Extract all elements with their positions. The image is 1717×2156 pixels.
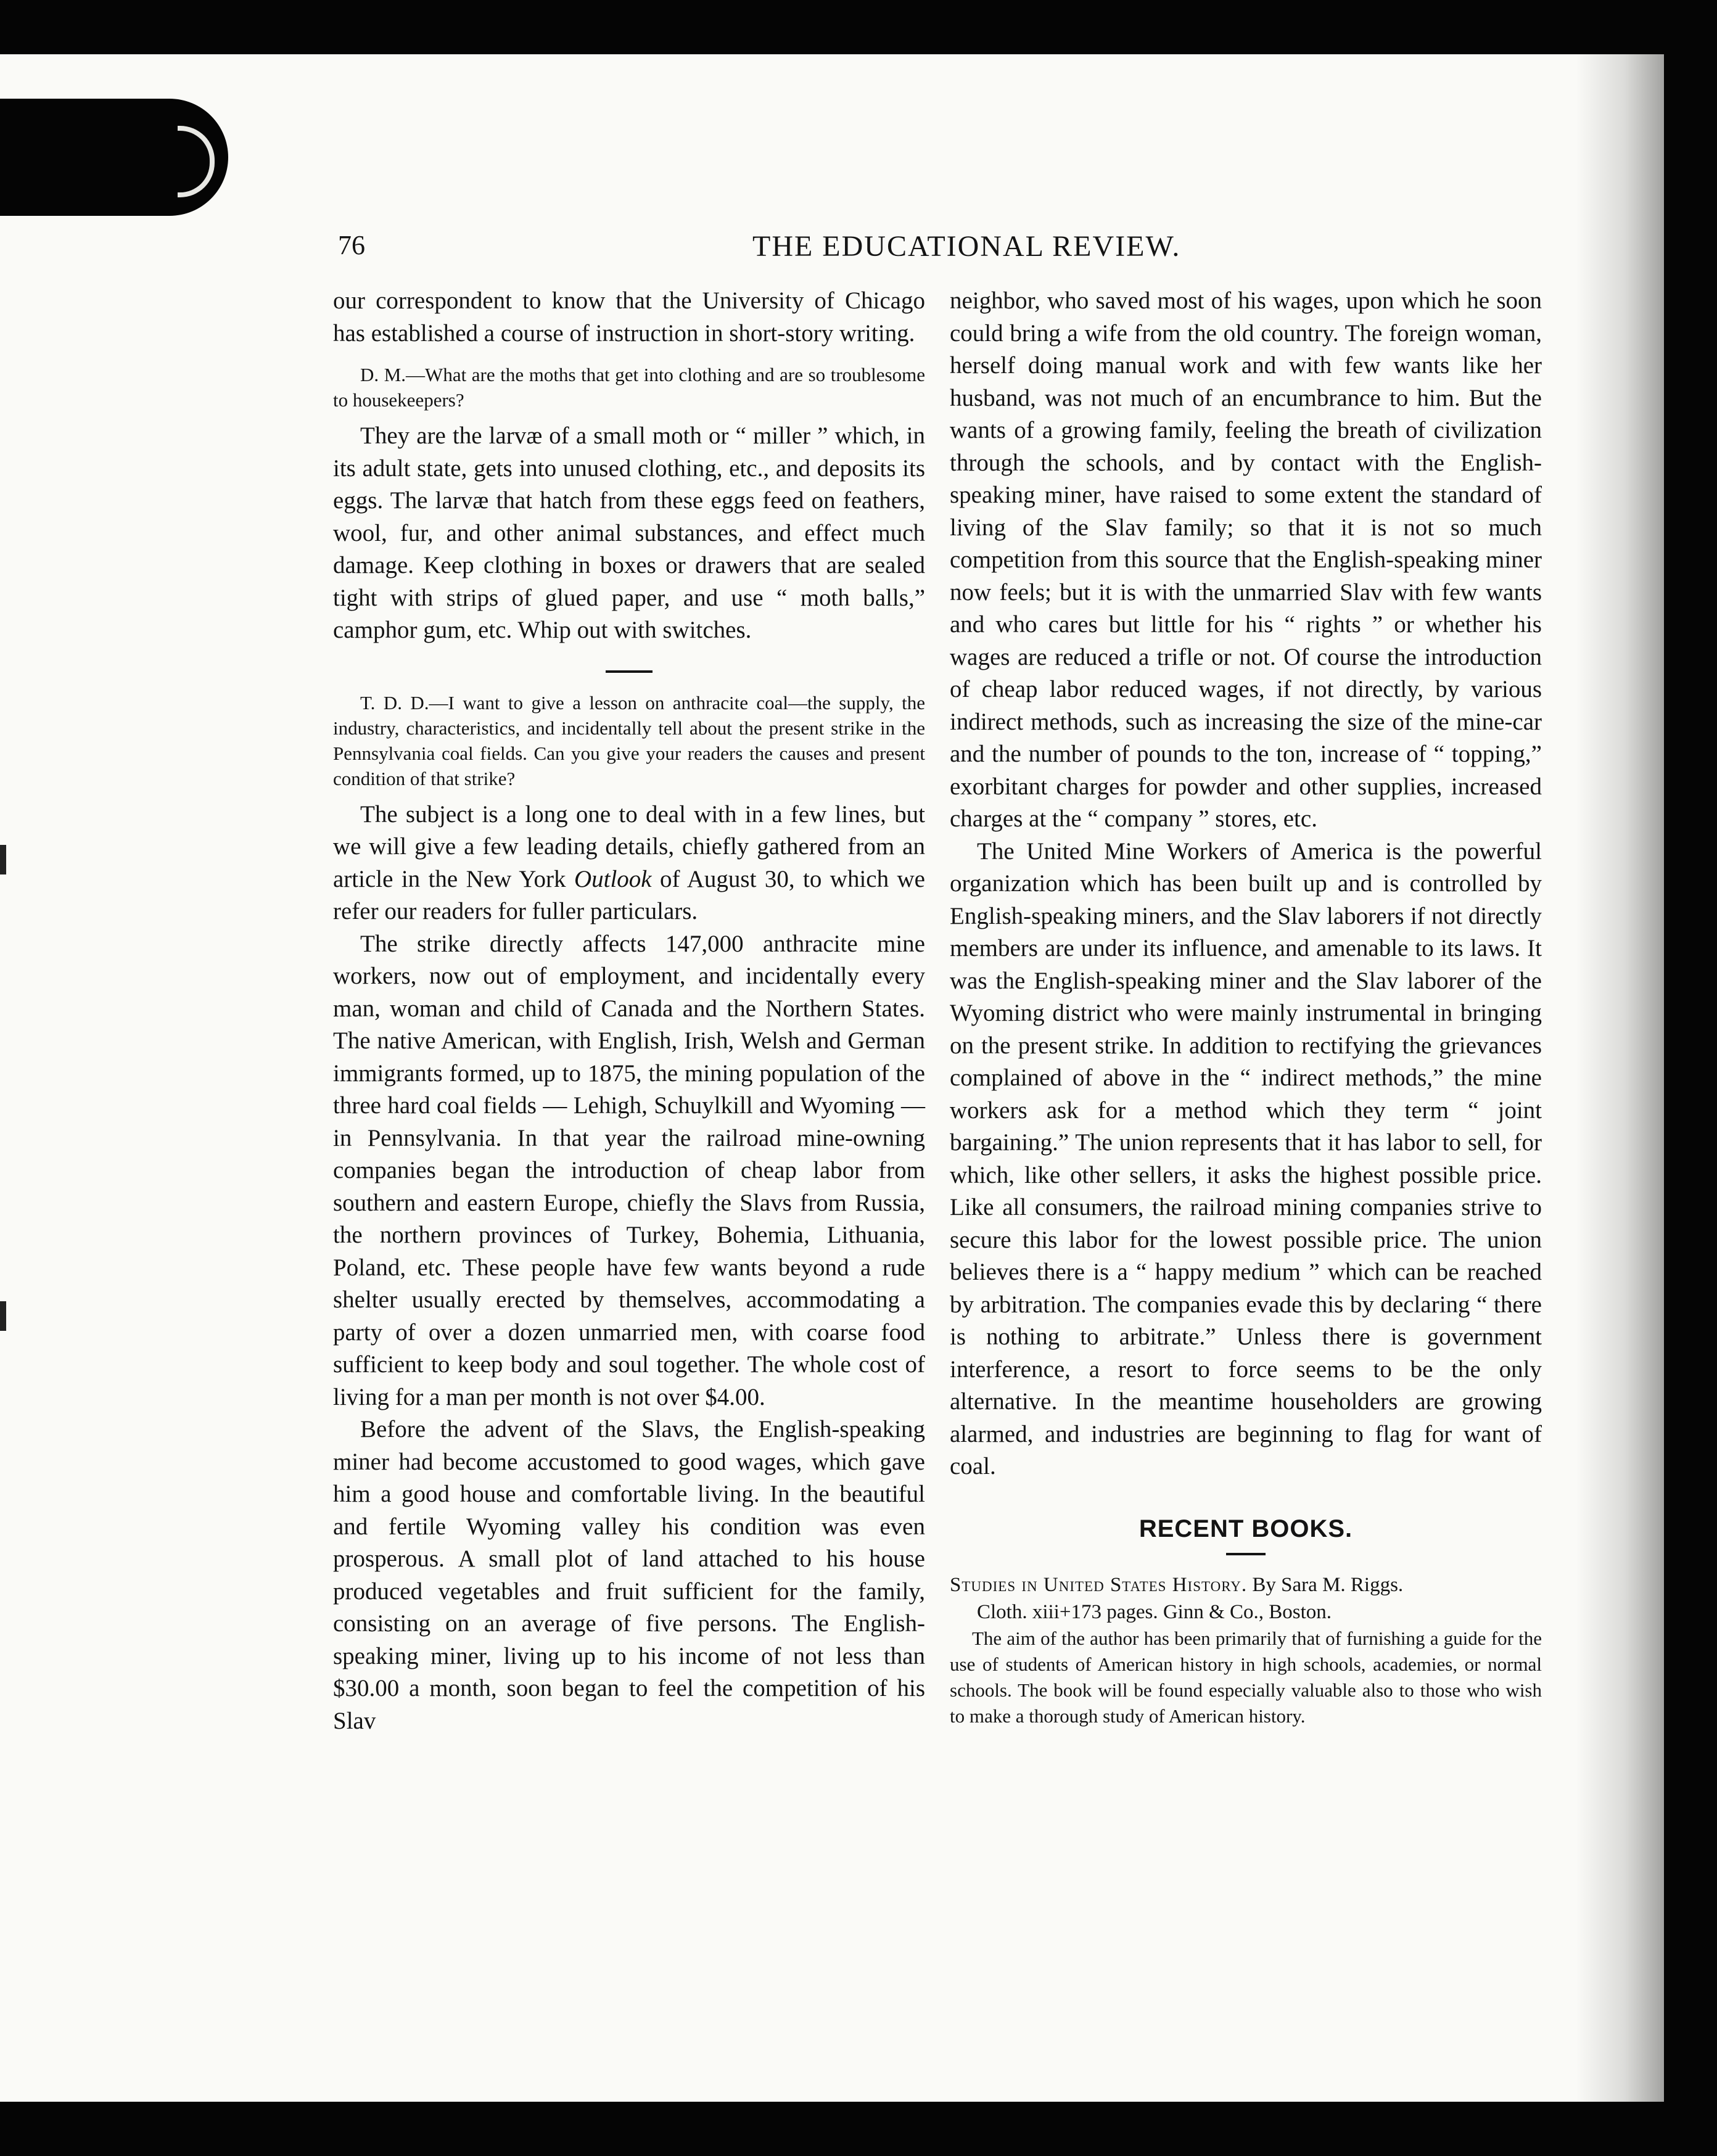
book-citation bbox=[950, 1571, 1542, 1626]
section-heading: RECENT BOOKS. bbox=[1138, 1515, 1353, 1542]
paragraph: They are the larvæ of a small moth or “ miller ” which, in its adult state, gets into unused clothing, etc., and deposits its eggs. The larvæ that hatch from these eggs feed on feathers, wool, fur, and other animal substances, and effect much damage. Keep clothing in boxes or drawers that are sealed tight with strips of glued paper, and use “ moth balls,” camphor gum, etc. Whip out with switches. bbox=[333, 422, 925, 643]
edge-mark bbox=[0, 1301, 6, 1331]
book-title: Studies in United States History. bbox=[950, 1573, 1248, 1596]
reader-query: T. D. D.—I want to give a lesson on anthracite coal—the supply, the industry, characteristics, and incidentally tell about the present strike in the Pennsylvania coal fields. Can you give your readers the causes and present condition of that strike? bbox=[333, 691, 925, 789]
text-run: of August 30, to which we refer our readers for fuller particulars. bbox=[333, 865, 925, 924]
page-header bbox=[333, 229, 1573, 266]
book-details: Cloth. xiii+173 pages. Ginn & Co., Boston. bbox=[977, 1600, 1332, 1623]
binder-clip-graphic bbox=[0, 99, 228, 216]
scan-border-top bbox=[0, 0, 1717, 54]
right-column bbox=[950, 285, 1542, 1729]
left-column bbox=[333, 285, 925, 1737]
scan-border-right bbox=[1664, 0, 1717, 2156]
page-number: 76 bbox=[338, 230, 365, 260]
book-review: The aim of the author has been primarily that of furnishing a guide for the use of students of American history in high schools, academies, or normal schools. The book will be found especially valuable also to those who wish to make a thorough study of American history. bbox=[950, 1627, 1542, 1727]
section-divider bbox=[1226, 1553, 1266, 1555]
paragraph: The United Mine Workers of America is the powerful organization which has been built up and is controlled by English-speaking miners, and the Slav laborers if not directly members are under its influence, and amenable to its laws. It was the English-speaking miner and the Slav laborer of the Wyoming district who were mainly instrumental in bringing on the present strike. In addition to rectifying the grievances complained of above in the “ indirect methods,” the mine workers ask for a method which they term “ joint bargaining.” The union represents that it has labor to sell, for which, like other sellers, it asks the highest possible price. Like all consumers, the railroad mining companies strive to secure this labor for the lowest possible price. The union believes there is a “ happy medium ” which can be reached by arbitration. The companies evade this by declaring “ there is nothing to arbitrate.” Unless there is government interference, a resort to force seems to be the only alternative. In the meantime householders are growing alarmed, and industries are beginning to flag for want of coal. bbox=[950, 837, 1542, 1479]
paragraph bbox=[333, 799, 925, 928]
scan-border-bottom bbox=[0, 2102, 1717, 2156]
paragraph: neighbor, who saved most of his wages, upon which he soon could bring a wife from the old country. The foreign woman, herself doing manual work and with few wants like her husband, was not much of an encumbrance to him. But the wants of a growing family, feeling the breath of civilization through the schools, and by contact with the English-speaking miner, have raised to some extent the standard of living of the Slav family; so that it is not so much competition from this source that the English-speaking miner now feels; but it is with the unmarried Slav with few wants and who cares but little for his “ rights ” or whether his wages are reduced a trifle or not. Of course the introduction of cheap labor reduced wages, if not directly, by various indirect methods, such as increasing the size of the mine-car and the number of pounds to the ton, increase of “ topping,” exorbitant charges for powder and other supplies, increased charges at the “ company ” stores, etc. bbox=[950, 287, 1542, 832]
edge-mark bbox=[0, 845, 6, 874]
book-author: By Sara M. Riggs. bbox=[1247, 1573, 1404, 1596]
running-head: THE EDUCATIONAL REVIEW. bbox=[752, 230, 1181, 263]
reader-query: D. M.—What are the moths that get into clothing and are so troublesome to housekeepers? bbox=[333, 364, 925, 411]
paragraph: Before the advent of the Slavs, the English-speaking miner had become accustomed to good wages, which gave him a good house and comfortable living. In the beautiful and fertile Wyoming valley his condition was even prosperous. A small plot of land attached to his house produced vegetables and fruit sufficient for the family, consisting on an average of five persons. The English-speaking miner, living up to his income of not less than $30.00 a month, soon began to feel the competition of his Slav bbox=[333, 1416, 925, 1734]
text-run: The subject is a long one to deal with in a few lines, but we will give a few leading details, chiefly gathered from an article in the New York bbox=[333, 800, 925, 892]
paragraph: our correspondent to know that the University of Chicago has established a course of instruction in short-story writing. bbox=[333, 287, 925, 347]
publication-title: Outlook bbox=[574, 865, 652, 892]
section-divider bbox=[606, 670, 653, 673]
page-gutter-shadow bbox=[1576, 54, 1664, 2102]
paragraph: The strike directly affects 147,000 anthracite mine workers, now out of employment, and incidentally every man, woman and child of Canada and the Northern States. The native American, with English, Irish, Welsh and German immigrants formed, up to 1875, the mining population of the three hard coal fields — Lehigh, Schuylkill and Wyoming — in Pennsylvania. In that year the railroad mine-owning companies began the introduction of cheap labor from southern and eastern Europe, chiefly the Slavs from Russia, the northern provinces of Turkey, Bohemia, Lithuania, Poland, etc. These people have few wants beyond a rude shelter usually erected by themselves, accommodating a party of over a dozen unmarried men, with coarse food sufficient to keep body and soul together. The whole cost of living for a man per month is not over $4.00. bbox=[333, 930, 925, 1410]
binder-ring bbox=[178, 126, 215, 197]
